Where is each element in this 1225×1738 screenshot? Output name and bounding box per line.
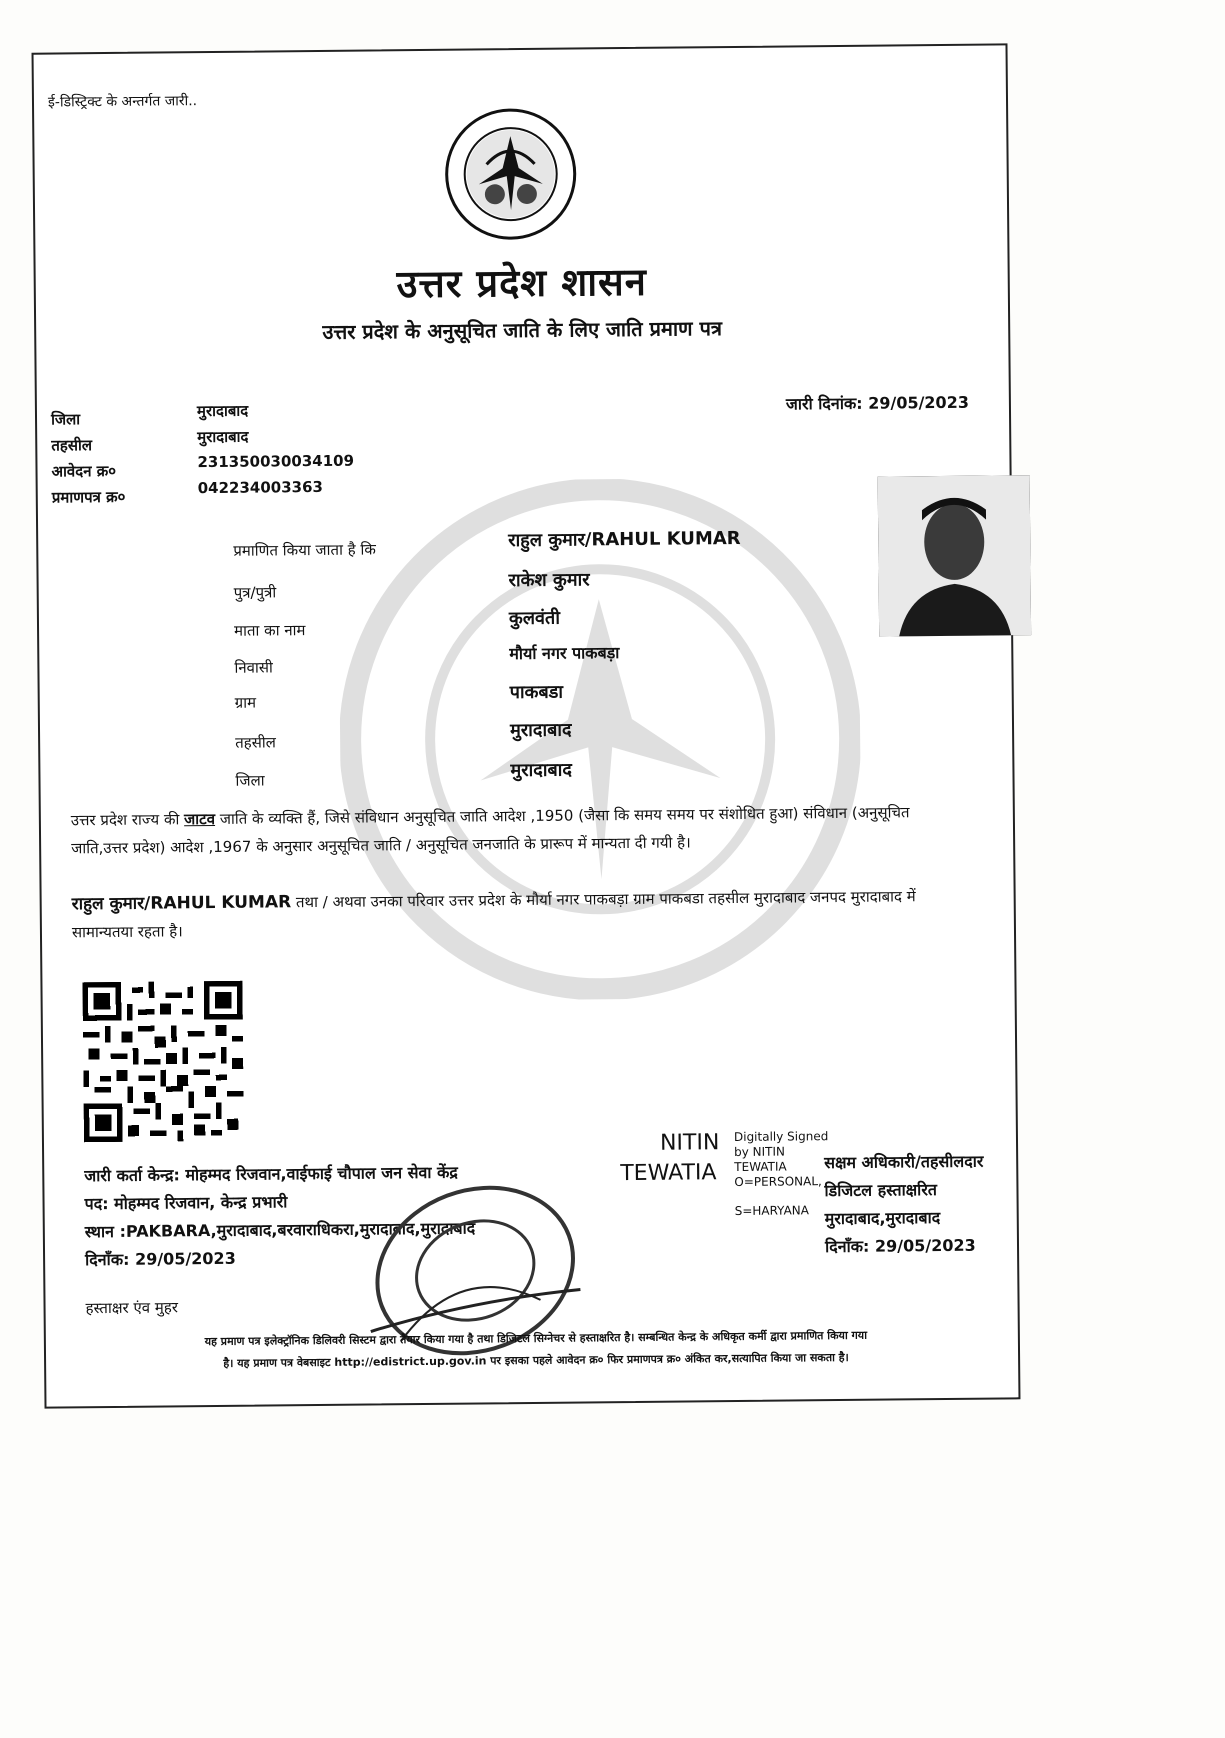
applicant-photo	[878, 475, 1032, 636]
detail-value-mother: कुलवंती	[508, 607, 561, 630]
detail-label-mother: माता का नाम	[233, 621, 306, 640]
meta-value-application-no: 231350030034109	[197, 451, 355, 472]
caste-name: जाटव	[183, 809, 216, 829]
detail-label-son-daughter: पुत्र/पुत्री	[233, 583, 277, 602]
meta-label-district: जिला	[50, 410, 81, 429]
residence-name: राहुल कुमार/RAHUL KUMAR	[71, 892, 292, 915]
issuer-place: स्थान :PAKBARA,मुरादाबाद,बरवाराधिकरा,मुरादाबाद,मुरादाबाद	[84, 1218, 476, 1242]
caste-statement-part1: उत्तर प्रदेश राज्य की	[70, 810, 185, 830]
detail-label-resident: निवासी	[234, 658, 273, 677]
meta-label-certificate-no: प्रमाणपत्र क्र०	[51, 487, 126, 507]
meta-value-district: मुरादाबाद	[196, 401, 249, 421]
authority-date: दिनाँक: 29/05/2023	[824, 1235, 976, 1257]
issuer-date: दिनाँक: 29/05/2023	[85, 1248, 236, 1270]
up-emblem-icon	[442, 105, 579, 242]
issue-date: जारी दिनांक: 29/05/2023	[785, 392, 970, 414]
meta-label-tehsil: तहसील	[51, 436, 93, 455]
digital-signature-line3: TEWATIA	[734, 1159, 787, 1175]
issuer-center: जारी कर्ता केन्द्र: मोहम्मद रिजवान,वाईफाई चौपाल जन सेवा केंद्र	[84, 1162, 458, 1186]
detail-label-certified: प्रमाणित किया जाता है कि	[233, 540, 376, 560]
detail-label-village: ग्राम	[234, 693, 257, 712]
detail-value-name: राहुल कुमार/RAHUL KUMAR	[508, 527, 741, 552]
digital-signature-line2: by NITIN	[734, 1144, 786, 1160]
meta-value-tehsil: मुरादाबाद	[197, 427, 249, 447]
caste-statement	[71, 798, 971, 863]
signer-name-last: TEWATIA	[620, 1160, 717, 1187]
signature-label: हस्ताक्षर एंव मुहर	[85, 1298, 179, 1318]
residence-statement-text: तथा / अथवा उनका परिवार उत्तर प्रदेश के मौर्या नगर पाकबड़ा ग्राम पाकबडा तहसील मुरादाबाद जनपद मुरादाबाद में सामान्यतया रहता है।	[71, 887, 916, 942]
residence-statement	[72, 882, 972, 947]
detail-value-father: राकेश कुमार	[508, 569, 590, 592]
signer-name-first: NITIN	[659, 1130, 720, 1156]
detail-value-resident: मौर्या नगर पाकबड़ा	[509, 643, 620, 664]
authority-place: मुरादाबाद,मुरादाबाद	[824, 1208, 941, 1229]
detail-label-district: जिला	[235, 771, 265, 790]
meta-label-application-no: आवेदन क्र०	[51, 461, 117, 481]
certificate-subtitle: उत्तर प्रदेश के अनुसूचित जाति के लिए जाति प्रमाण पत्र	[322, 316, 723, 344]
digital-signature-line5: S=HARYANA	[734, 1203, 810, 1219]
meta-value-certificate-no: 042234003363	[197, 477, 324, 498]
detail-value-village: पाकबडा	[509, 681, 564, 704]
authority-title: सक्षम अधिकारी/तहसीलदार	[824, 1151, 984, 1173]
digital-signature-info	[734, 1129, 829, 1219]
caste-statement-part2: जाति के व्यक्ति हैं, जिसे संविधान अनुसूचित जाति आदेश ,1950 (जैसा कि समय समय पर संशोधित हुआ) संविधान (अनुसूचित जाति,उत्तर प्रदेश) आदेश ,1967 के अनुसार अनुसूचित जाति / अनुसूचित जनजाति के प्रारूप में मान्यता दी गयी है।	[71, 803, 910, 858]
detail-value-district: मुरादाबाद	[510, 759, 573, 782]
header-note: ई-डिस्ट्रिक्ट के अन्तर्गत जारी..	[47, 93, 198, 111]
authority-signed: डिजिटल हस्ताक्षरित	[824, 1180, 938, 1201]
certificate-sheet	[32, 43, 1021, 1408]
detail-value-tehsil: मुरादाबाद	[509, 719, 572, 742]
footer-note-line2: है। यह प्रमाण पत्र वेबसाइट http://edistrict.up.gov.in पर इसका पहले आवेदन क्र० फिर प्रमाणपत्र क्र० अंकित कर,सत्यापित किया जा सकता है।	[223, 1350, 849, 1370]
detail-label-tehsil: तहसील	[235, 733, 276, 752]
issuer-designation: पद: मोहम्मद रिजवान, केन्द्र प्रभारी	[84, 1192, 288, 1214]
footer-note-line1: यह प्रमाण पत्र इलेक्ट्रॉनिक डिलिवरी सिस्टम द्वारा तैयार किया गया है तथा डिजिटल सिग्नेचर से हस्ताक्षरित है। सम्बन्धित केन्द्र के अधिकृत कर्मी द्वारा प्रमाणित किया गया	[204, 1328, 868, 1349]
page-title: उत्तर प्रदेश शासन	[396, 259, 648, 307]
digital-signature-line1: Digitally Signed	[733, 1129, 829, 1145]
digital-signature-line4: O=PERSONAL,	[734, 1174, 822, 1190]
qr-code	[82, 981, 244, 1143]
